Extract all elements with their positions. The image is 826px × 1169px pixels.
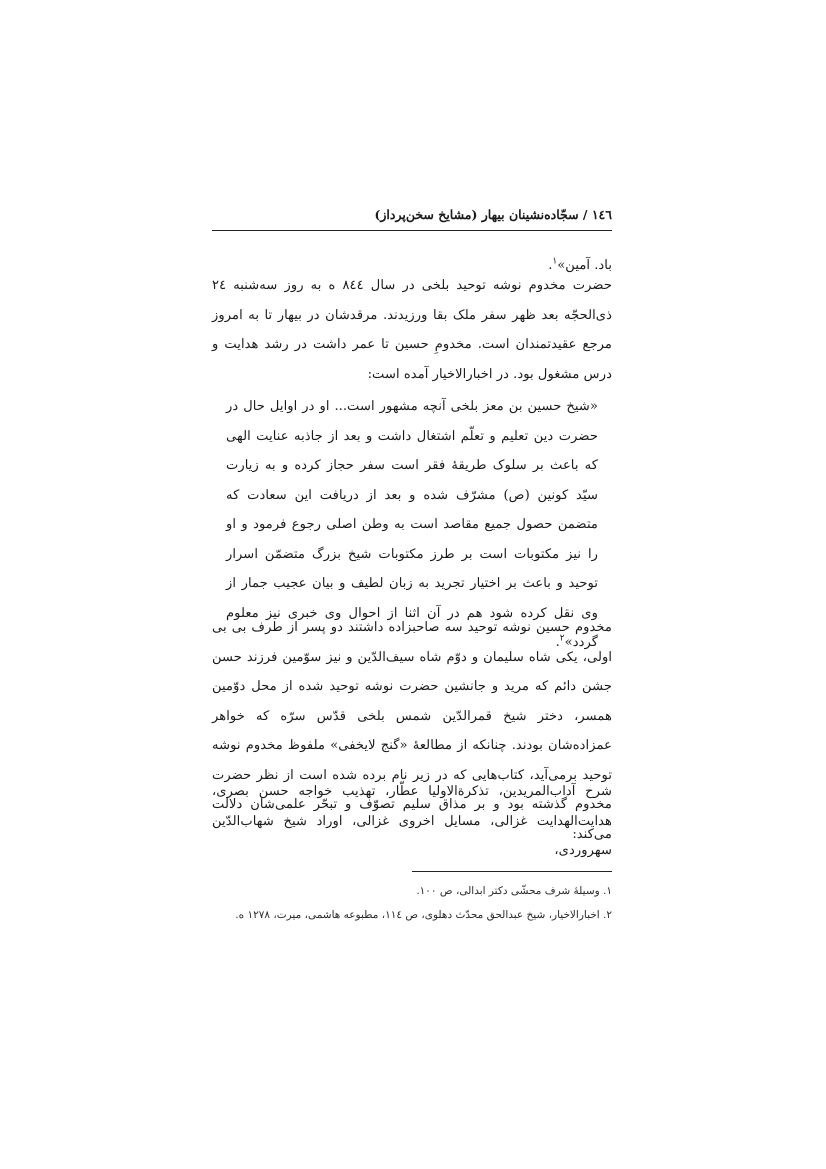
paragraph-3 (212, 777, 612, 866)
footnote-ref-2: ٢ (559, 633, 565, 644)
footnote-2: ٢. اخبارالاخیار، شیخ عبدالحق محدّث دهلوی، ص ١١٤، مطبوعه هاشمی، میرت، ١٢٧٨ ه. (235, 909, 612, 921)
footnote-ref-1: ١ (552, 256, 558, 267)
footnotes (212, 879, 612, 927)
amin-text: باد. آمین» (557, 258, 612, 273)
paragraph-1-text: حضرت مخدوم نوشه توحید بلخی در سال ٨٤٤ ه به روز سه‌شنبه ٢٤ ذی‌الحجّه بعد ظهر سفر ملک بقا ورزیدند. مرقدشان در بیهار تا به امروز مرجع عقیدتمندان است. مخدومِ حسین تا عمر داشت در رشد هدایت و درس مشغول بود. در اخبارالاخیار آمده است: (212, 278, 612, 382)
footnote-rule (412, 871, 612, 872)
closing-line-text: باد. آمین»$^١$. (548, 256, 612, 273)
running-head: ١٤٦ / سجّاده‌نشینان بیهار (مشایخ سخن‌پرداز) (374, 207, 612, 222)
paragraph-3-text: شرح آداب‌المریدین، تذکرةالاولیا عطّار، تهذیب خواجه حسن بصری، هدایت‌الهدایت غزالی، مسایل اخروی غزالی، اوراد شیخ شهاب‌الدّین سهروردی، (212, 784, 612, 858)
paragraph-2-text: مخدوم حسین نوشه توحید سه صاحبزاده داشتند دو پسر از طرف بی بی اولی، یکی شاه سلیمان و دوّم شاه سیف‌الدّین و نیز سوّمین فرزند حسن جشن دائم که مرید و جانشین حضرت نوشه توحید شده از محل دوّمین همسر، دختر شیخ قمرالدّین شمس بلخی قدّس سرّه که خواهر عمزاده‌شان بودند. چنانکه از مطالعهٔ «گنج لایخفی» ملفوظ مخدوم نوشه توحید برمی‌آید، کتاب‌هایی که در زیر نام برده شده است از نظر حضرت مخدوم گذشته بود و بر مذاق سلیم تصوّف و تبحّر علمی‌شان دلالت می‌کند: (212, 620, 612, 842)
block-quote-text: «شیخ حسین بن معز بلخی آنچه مشهور است... او در اوایل حال در حضرت دین تعلیم و تعلّم اشتغال داشت و بعد از جاذبه عنایت الهی که باعث بر سلوک طریقهٔ فقر است سفر حجاز کرده و به زیارت سیّد کونین (ص) مشرّف شده و بعد از دریافت این سعادت که متضمن حصول جمیع مقاصد است به وطن اصلی رجوع فرمود و او را نیز مکتوبات است بر طرز مکتوبات شیخ بزرگ متضمّن اسرار توحید و باعث بر اختیار تجرید به زبان لطیف و بیان عجیب جمار از وی نقل کرده شود هم در آن اثنا از احوال وی خبری نیز معلوم گردد»$^٢$. (226, 399, 598, 650)
quote-text: «شیخ حسین بن معز بلخی آنچه مشهور است... او در اوایل حال در حضرت دین تعلیم و تعلّم اشتغال داشت و بعد از جاذبه عنایت الهی که باعث بر سلوک طریقهٔ فقر است سفر حجاز کرده و به زیارت سیّد کونین (ص) مشرّف شده و بعد از دریافت این سعادت که متضمن حصول جمیع مقاصد است به وطن اصلی رجوع فرمود و او را نیز مکتوبات است بر طرز مکتوبات شیخ بزرگ متضمّن اسرار توحید و باعث بر اختیار تجرید به زبان لطیف و بیان عجیب جمار از وی نقل کرده شود هم در آن اثنا از احوال وی خبری نیز معلوم گردد» (226, 399, 598, 650)
header-rule (212, 230, 612, 231)
footnote-1: ١. وسیلهٔ شرف محشّی دکتر ابدالی، ص ١٠٠. (416, 885, 612, 897)
paragraph-1 (212, 271, 612, 389)
